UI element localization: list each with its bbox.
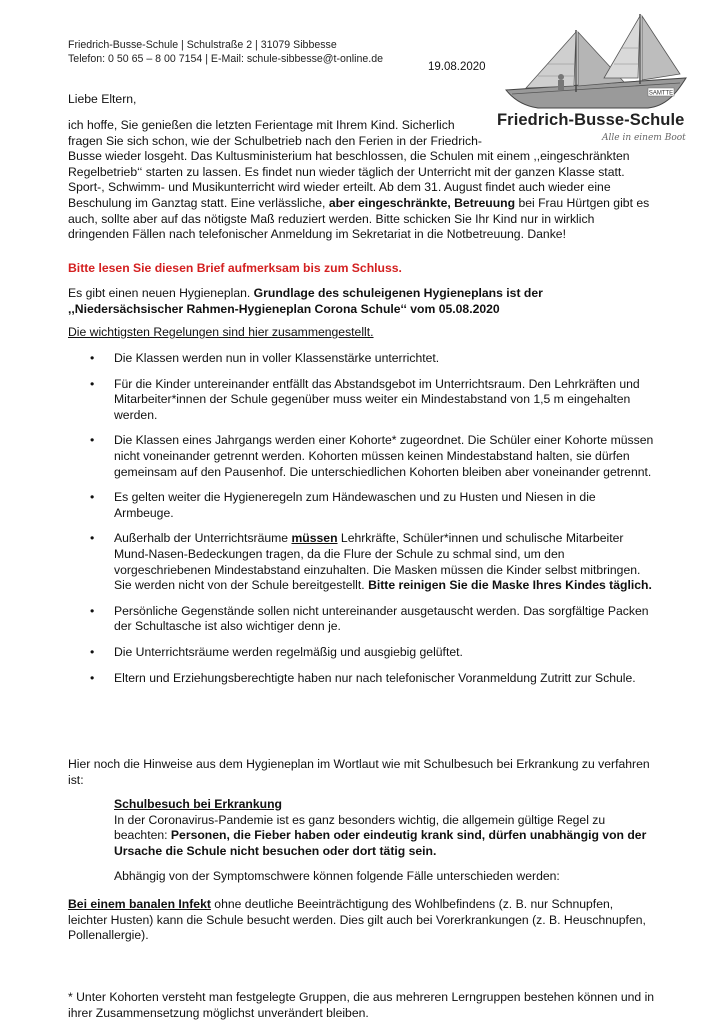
sick-section: Schulbesuch bei Erkrankung In der Coronavirus-Pandemie ist es ganz besonders wichtig, die allgemein gültige Regel zu beachten: Personen, die Fieber haben oder eindeutig krank sind, dürfen unabhängig von der Ursache die Schule nicht besuchen oder dort tätig sein. Abhängig von der Symptomschwere können folgende Fälle unterschieden werden: <box>114 797 647 884</box>
list-item: • Persönliche Gegenstände sollen nicht untereinander ausgetauscht werden. Das sorgfältige Packen der Schultasche ist also wichtiger denn je. <box>90 603 649 634</box>
list-item: • Die Klassen werden nun in voller Klassenstärke unterrichtet. <box>90 351 440 365</box>
school-logo-slogan: Alle in einem Boot <box>602 133 686 143</box>
closing-paragraph: Hier noch die Hinweise aus dem Hygieneplan im Wortlaut wie mit Schulbesuch bei Erkrankung zu verfahren ist: <box>68 757 650 787</box>
intro-bold: aber eingeschränkte, Betreuung <box>328 195 516 210</box>
intro-text-1: ich hoffe, Sie genießen die letzten Ferientage mit Ihrem Kind. Sicherlich fragen Sie sich schon, wie der Schulbetrieb nach den Ferien in der Friedrich- <box>68 118 482 148</box>
sick-heading: Schulbesuch bei Erkrankung <box>114 797 282 811</box>
list-item: • Die Unterrichtsräume werden regelmäßig und ausgiebig gelüftet. <box>90 644 463 659</box>
intro-paragraph <box>68 118 654 243</box>
list-item: • Es gelten weiter die Hygieneregeln zum Händewaschen und zu Husten und Niesen in die Armbeuge. <box>90 490 596 520</box>
letter-date: 19.08.2020 <box>428 61 486 73</box>
boat-name-label: SAMTTE <box>648 90 674 97</box>
rules-list <box>68 351 654 696</box>
list-item: • Die Klassen eines Jahrgangs werden einer Kohorte* zugeordnet. Die Schüler einer Kohorte müssen nicht voneinander getrennt werden. Kohorten müssen keinen Mindestabstand halten, sie dürfen gemeinsam auf den Pausenhof. Die unterschiedlichen Kohorten bleiben aber voneinander getrennt. <box>90 433 654 479</box>
red-notice: Bitte lesen Sie diesen Brief aufmerksam bis zum Schluss. <box>68 261 402 275</box>
letterhead <box>68 38 383 66</box>
list-item: • Eltern und Erziehungsberechtigte haben nur nach telefonischer Voranmeldung Zutritt zur Schule. <box>90 670 636 685</box>
infekt-paragraph: Bei einem banalen Infekt ohne deutliche Beeinträchtigung des Wohlbefindens (z. B. nur Schnupfen, leichter Husten) kann die Schule besucht werden. Dies gilt auch bei Vorerkrankungen (z. B. Heuschnupfen, Pollenallergie). <box>68 897 646 943</box>
list-item: • Für die Kinder untereinander entfällt das Abstandsgebot im Unterrichtsraum. Den Lehrkräften und Mitarbeiter*innen der Schule gegenüber muss weiter ein Mindestabstand von 1,5 m eingehalten werden. <box>90 376 640 422</box>
intro-text-2: Busse wieder losgeht. Das Kultusministerium hat beschlossen, die Schulen mit einem ,,eingeschränkten Regelbetrieb‘‘ starten zu lassen. Es findet nun wieder täglich der Unterricht mit der ganzen Klasse statt. Sport-, Schwimm- und Musikunterricht wird wieder erteilt. Ab dem 31. August findet auch wieder eine Beschulung im Ganztag statt. Eine verlässliche, <box>68 149 630 210</box>
rules-heading: Die wichtigsten Regelungen sind hier zusammengestellt. <box>68 325 374 339</box>
school-contact: Telefon: 0 50 65 – 8 00 7154 | E-Mail: schule-sibbesse@t-online.de <box>68 53 384 65</box>
school-address: Friedrich-Busse-Schule | Schulstraße 2 | 31079 Sibbesse <box>68 39 337 51</box>
salutation: Liebe Eltern, <box>68 92 137 106</box>
hygiene-plan-paragraph: Es gibt einen neuen Hygieneplan. Grundlage des schuleigenen Hygieneplans ist der ,,Niedersächsischer Rahmen-Hygieneplan Corona Schule‘‘ vom 05.08.2020 <box>68 286 543 316</box>
list-item: • Außerhalb der Unterrichtsräume müssen Lehrkräfte, Schüler*innen und schulische Mitarbeiter Mund-Nasen-Bedeckungen tragen, da die Flure der Schule zu schmal sind, um den vorgeschriebenen Mindestabstand einzuhalten. Die Masken müssen die Kinder selbst mitbringen. Sie werden nicht von der Schule bereitgestellt. Bitte reinigen Sie die Maske Ihres Kindes täglich. <box>90 531 652 593</box>
intro-text-3: bei Frau Hürtgen gibt es auch, sollte aber auf das nötigste Maß reduziert werden. Bitte schicken Sie Ihr Kind nur in wirklich dringenden Fällen nach telefonischer Anmeldung im Sekretariat in die Notbetreuung. Danke! <box>68 195 650 242</box>
school-logo-name: Friedrich-Busse-Schule <box>497 111 685 129</box>
footnote: * Unter Kohorten versteht man festgelegte Gruppen, die aus mehreren Lerngruppen bestehen können und in ihrer Zusammensetzung möglichst unverändert bleiben. <box>68 990 655 1020</box>
